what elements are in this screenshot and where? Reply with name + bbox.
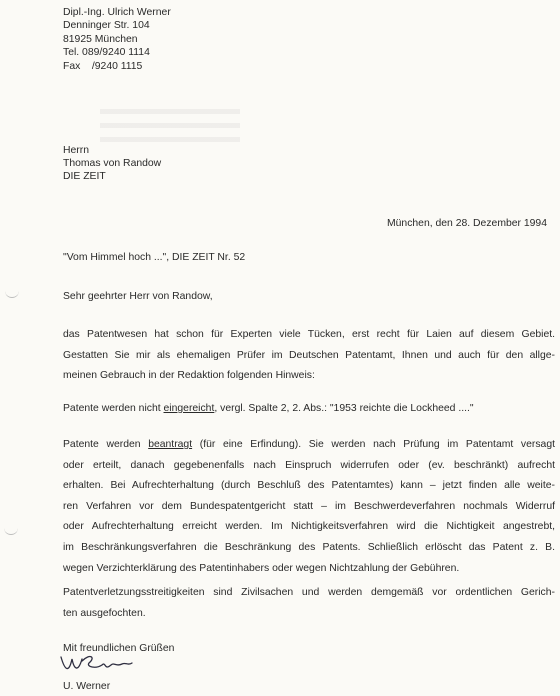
sender-street: Denninger Str. 104 <box>63 20 150 32</box>
sender-fax: Fax /9240 1115 <box>63 60 143 72</box>
closing-phrase: Mit freundlichen Grüßen <box>63 643 175 654</box>
paragraph-litigation <box>63 583 555 624</box>
paragraph-line: ten ausgefochten. <box>63 607 146 619</box>
sender-address <box>63 6 171 73</box>
paragraph-line <box>63 399 555 420</box>
underlined-word: eingereicht <box>163 403 215 414</box>
text-segment: (für eine Erfindung). Sie werden nach Prüfung im Patentamt versagt <box>192 439 555 450</box>
paragraph-line <box>63 435 555 456</box>
sender-city: 81925 München <box>63 33 138 45</box>
paragraph-line: ren Verfahren vor dem Bundespatentgericht statt – im Beschwerdeverfahren nochmals Widerruf <box>63 500 555 512</box>
paragraph-explanation <box>63 435 555 579</box>
paragraph-intro <box>63 325 555 387</box>
underlined-word: beantragt <box>148 439 193 450</box>
paragraph-line: Gestatten Sie mir als ehemaligen Prüfer im Deutschen Patentamt, Ihnen und auch für den allge- <box>63 349 555 361</box>
text-segment: Patente werden <box>63 439 149 450</box>
paragraph-line: das Patentwesen hat schon für Experten viele Tücken, erst recht für Laien auf diesem Gebiet. <box>63 329 555 340</box>
paragraph-line: oder erteilt, danach gegebenenfalls nach Einspruch widerrufen oder (ev. beschränkt) aufrecht <box>63 459 555 471</box>
punch-hole-mark <box>4 524 18 535</box>
paragraph-correction <box>63 399 555 420</box>
sender-name: Dipl.-Ing. Ulrich Werner <box>63 7 171 18</box>
letter-date: München, den 28. Dezember 1994 <box>386 218 547 229</box>
recipient-publication: DIE ZEIT <box>63 171 106 182</box>
sender-phone: Tel. 089/9240 1114 <box>63 47 150 59</box>
paragraph-line: erhalten. Bei Aufrechterhaltung (durch Beschluß des Patentamtes) kann – jetzt finden alle weite- <box>63 480 555 492</box>
text-segment: , vergl. Spalte 2, 2. Abs.: "1953 reichte die Lockheed ...." <box>214 403 474 414</box>
signed-name: U. Werner <box>63 681 111 692</box>
text-segment: Patente werden nicht <box>63 403 164 414</box>
paragraph-line: meinen Gebrauch in der Redaktion folgenden Hinweis: <box>63 370 315 382</box>
subject-line: "Vom Himmel hoch ...", DIE ZEIT Nr. 52 <box>63 252 246 263</box>
paragraph-line: im Beschränkungsverfahren die Beschränkung des Patents. Schließlich erlöscht das Patent z. B. <box>63 541 555 553</box>
letterhead-bleedthrough <box>100 100 240 142</box>
handwritten-signature <box>56 651 136 679</box>
punch-hole-mark <box>5 287 19 298</box>
paragraph-line: Patentverletzungsstreitigkeiten sind Zivilsachen und werden demgemäß vor ordentlichen Gerich- <box>63 587 555 598</box>
paragraph-line: oder Aufrechterhaltung erreicht werden. Im Nichtigkeitsverfahren wird die Nichtigkeit angestrebt, <box>63 521 555 533</box>
recipient-salutation: Herrn <box>63 145 89 156</box>
recipient-name: Thomas von Randow <box>63 158 162 169</box>
greeting: Sehr geehrter Herr von Randow, <box>63 291 213 302</box>
paragraph-line: wegen Verzichterklärung des Patentinhabers oder wegen Nichtzahlung der Gebühren. <box>63 562 460 574</box>
recipient-address <box>63 144 161 183</box>
